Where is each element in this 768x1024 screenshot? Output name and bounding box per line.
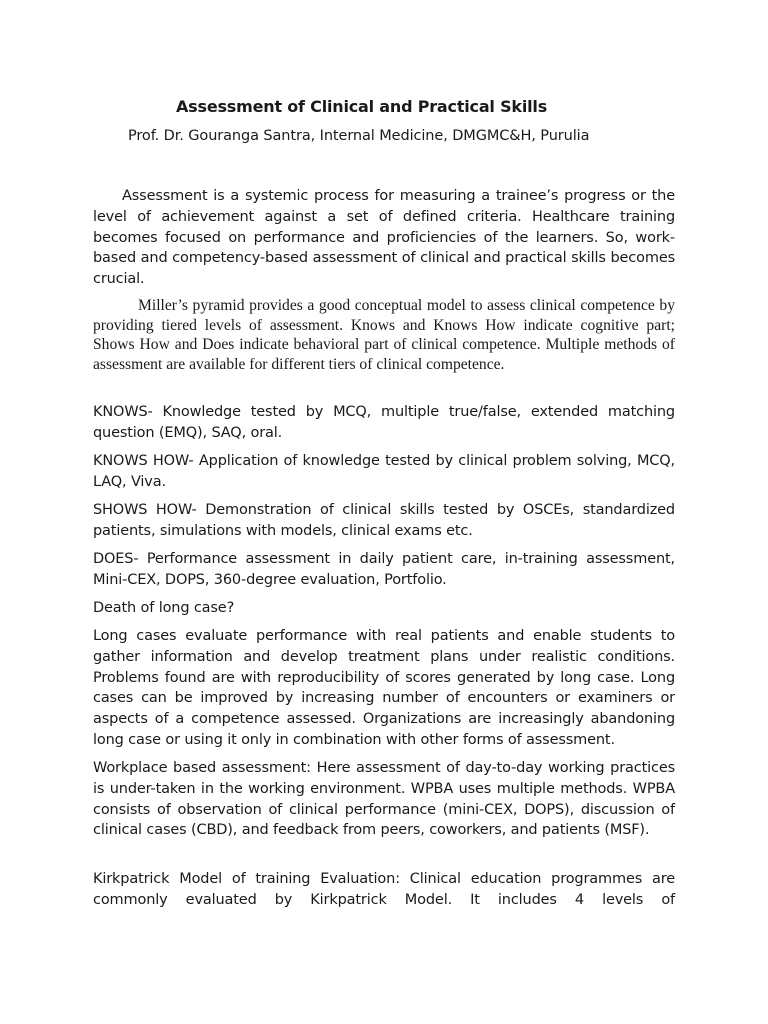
knows-how-paragraph [93, 451, 675, 493]
does-paragraph [93, 549, 675, 591]
knows-paragraph [93, 402, 675, 444]
wpba-paragraph [93, 758, 675, 841]
death-of-long-case-heading [93, 598, 675, 619]
page-title: Assessment of Clinical and Practical Skills [176, 97, 548, 116]
paragraph: Assessment is a systemic process for measuring a trainee’s progress or the level of achievement against a set of defined criteria. Healthcare training becomes focused on performance and proficiencies of the learners. So, work-based and competency-based assessment of clinical and practical skills becomes crucial. [93, 188, 675, 288]
paragraph: Miller’s pyramid provides a good conceptual model to assess clinical competence by providing tiered levels of assessment. Knows and Knows How indicate cognitive part; Shows How and Does indicate behavioral part of clinical competence. Multiple methods of assessment are available for different tiers of clinical competence. [93, 297, 675, 373]
paragraph: Death of long case? [93, 600, 235, 616]
shows-how-paragraph [93, 500, 675, 542]
paragraph: DOES- Performance assessment in daily patient care, in-training assessment, Mini-CEX, DOPS, 360-degree evaluation, Portfolio. [93, 551, 675, 588]
kirkpatrick-paragraph [93, 869, 675, 911]
intro-paragraph [93, 186, 675, 290]
paragraph: Workplace based assessment: Here assessment of day-to-day working practices is under-taken in the working environment. WPBA uses multiple methods. WPBA consists of observation of clinical performance (mini-CEX, DOPS), discussion of clinical cases (CBD), and feedback from peers, coworkers, and patients (MSF). [93, 760, 675, 839]
paragraph: SHOWS HOW- Demonstration of clinical skills tested by OSCEs, standardized patients, simulations with models, clinical exams etc. [93, 502, 675, 539]
paragraph: KNOWS- Knowledge tested by MCQ, multiple true/false, extended matching question (EMQ), SAQ, oral. [93, 404, 675, 441]
paragraph: Long cases evaluate performance with real patients and enable students to gather information and develop treatment plans under realistic conditions. Problems found are with reproducibility of scores generated by long case. Long cases can be improved by increasing number of encounters or examiners or aspects of a competence assessed. Organizations are increasingly abandoning long case or using it only in combination with other forms of assessment. [93, 628, 675, 748]
paragraph: KNOWS HOW- Application of knowledge tested by clinical problem solving, MCQ, LAQ, Viva. [93, 453, 675, 490]
author-line: Prof. Dr. Gouranga Santra, Internal Medicine, DMGMC&H, Purulia [128, 128, 590, 144]
long-case-paragraph [93, 626, 675, 751]
paragraph: Kirkpatrick Model of training Evaluation: Clinical education programmes are commonly evaluated by Kirkpatrick Model. It includes 4 levels of [93, 871, 675, 908]
millers-pyramid-paragraph [93, 296, 675, 374]
